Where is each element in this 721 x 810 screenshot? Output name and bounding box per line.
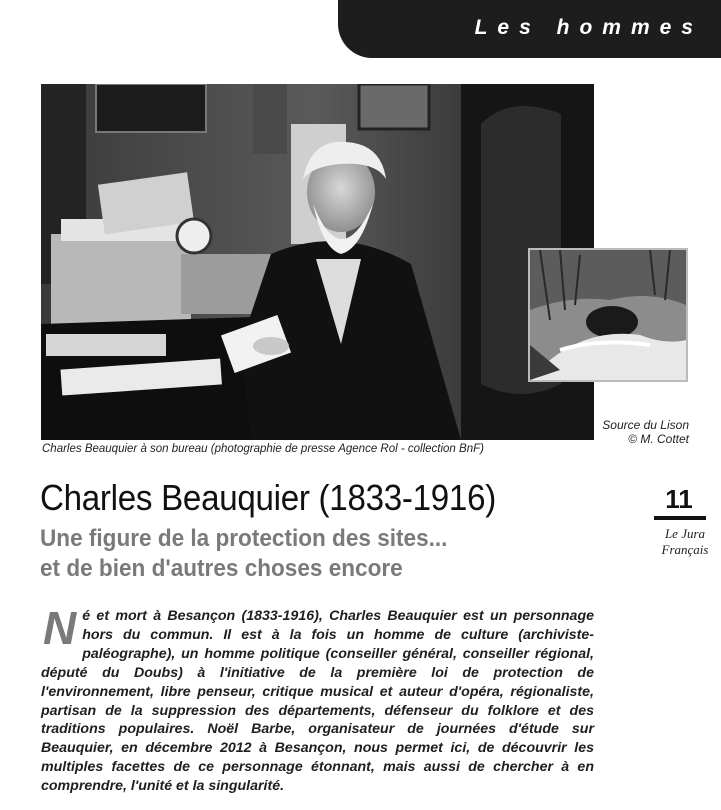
inset-caption-title: Source du Lison <box>602 418 689 432</box>
page-number-rule <box>654 516 706 520</box>
article-body <box>41 602 594 796</box>
drop-cap: N <box>43 602 77 654</box>
magazine-name-line-1: Le Jura <box>664 526 706 541</box>
inset-photo-caption <box>549 418 689 446</box>
article-subtitle <box>40 524 447 584</box>
inset-photo <box>528 248 688 382</box>
main-photo-caption: Charles Beauquier à son bureau (photographie de presse Agence Rol - collection BnF) <box>42 443 484 455</box>
article-body-text: é et mort à Besançon (1833-1916), Charles Beauquier est un personnage hors du commun. Il est à la fois un homme de culture (archiviste-paléographe), un homme politique (conseiller général, conseiller régional, député du Doubs) à l'initiative de la première loi de protection de l'environnement, libre penseur, critique musical et auteur d'opéra, régionaliste, partisan de la suppression des départements, défenseur du folklore et des traditions populaires. Noël Barbe, organisateur de journées d'étude sur Beauquier, en décembre 2012 à Besançon, nous permet ici, de découvrir les multiples facettes de ce personnage étonnant, mais aussi de chercher à en comprendre, l'unité et la singularité. <box>41 608 594 795</box>
portrait-illustration <box>41 84 594 440</box>
subtitle-line-1: Une figure de la protection des sites... <box>40 525 448 552</box>
subtitle-line-2: et de bien d'autres choses encore <box>40 555 403 582</box>
section-header-tab <box>338 0 721 58</box>
waterfall-illustration <box>530 250 686 380</box>
main-photo <box>41 84 594 440</box>
section-label: Les hommes <box>474 16 703 39</box>
inset-caption-credit: © M. Cottet <box>628 432 689 446</box>
magazine-name-line-2: Français <box>661 542 709 557</box>
page-number: 11 <box>665 484 693 514</box>
article-title: Charles Beauquier (1833-1916) <box>40 477 496 518</box>
magazine-name <box>650 526 720 558</box>
